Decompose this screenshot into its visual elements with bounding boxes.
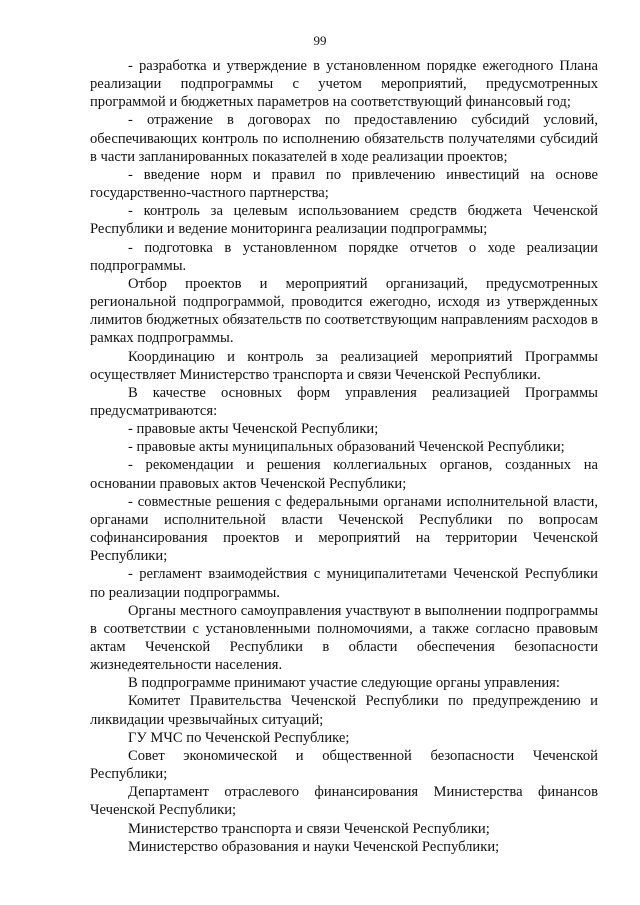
paragraph: В подпрограмме принимают участие следующие органы управления: [128,675,560,692]
paragraph: Департамент отраслевого финансирования Министерства финансов Чеченской Республики; [90,784,598,819]
paragraph: Комитет Правительства Чеченской Республики по предупреждению и ликвидации чрезвычайных ситуаций; [90,693,598,728]
page-number: 99 [313,33,327,48]
paragraph: Органы местного самоуправления участвуют в выполнении подпрограммы в соответствии с установленными полномочиями, а также согласно правовым актам Чеченской Республики в области обеспечения безопасности жизнедеятельности населения. [90,602,598,674]
paragraph: - контроль за целевым использованием средств бюджета Чеченской Республики и ведение мониторинга реализации подпрограммы; [90,203,598,238]
paragraph: Министерство транспорта и связи Чеченской Республики; [128,820,490,837]
paragraph: Министерство образования и науки Чеченской Республики; [128,838,500,855]
paragraph: - отражение в договорах по предоставлению субсидий условий, обеспечивающих контроль по исполнению обязательств получателями субсидий в части запланированных показателей в ходе реализации проектов; [90,112,598,165]
paragraph: ГУ МЧС по Чеченской Республике; [128,729,350,746]
paragraph: В качестве основных форм управления реализацией Программы предусматриваются: [90,384,598,419]
paragraph: - регламент взаимодействия с муниципалитетами Чеченской Республики по реализации подпрограммы. [90,566,598,601]
paragraph: - правовые акты муниципальных образований Чеченской Республики; [128,439,565,456]
paragraph: - подготовка в установленном порядке отчетов о ходе реализации подпрограммы. [90,239,598,274]
paragraph: Координацию и контроль за реализацией мероприятий Программы осуществляет Министерство транспорта и связи Чеченской Республики. [90,348,598,383]
body-text [90,57,598,856]
paragraph: Отбор проектов и мероприятий организаций, предусмотренных региональной подпрограммой, проводится ежегодно, исходя из утвержденных лимитов бюджетных обязательств по соответствующим направлениям расходов в рамках подпрограммы. [90,275,599,347]
paragraph: - совместные решения с федеральными органами исполнительной власти, органами исполнительной власти Чеченской Республики по вопросам софинансирования проектов и мероприятий на территории Чеченской Республики; [90,493,598,565]
paragraph: - рекомендации и решения коллегиальных органов, созданных на основании правовых актов Чеченской Республики; [90,457,598,492]
paragraph: - правовые акты Чеченской Республики; [128,421,379,438]
paragraph: - разработка и утверждение в установленном порядке ежегодного Плана реализации подпрограммы с учетом мероприятий, предусмотренных программой и бюджетных параметров на соответствующий финансовый год; [90,58,598,111]
paragraph: - введение норм и правил по привлечению инвестиций на основе государственно-частного партнерства; [90,166,598,202]
paragraph: Совет экономической и общественной безопасности Чеченской Республики; [90,747,598,783]
